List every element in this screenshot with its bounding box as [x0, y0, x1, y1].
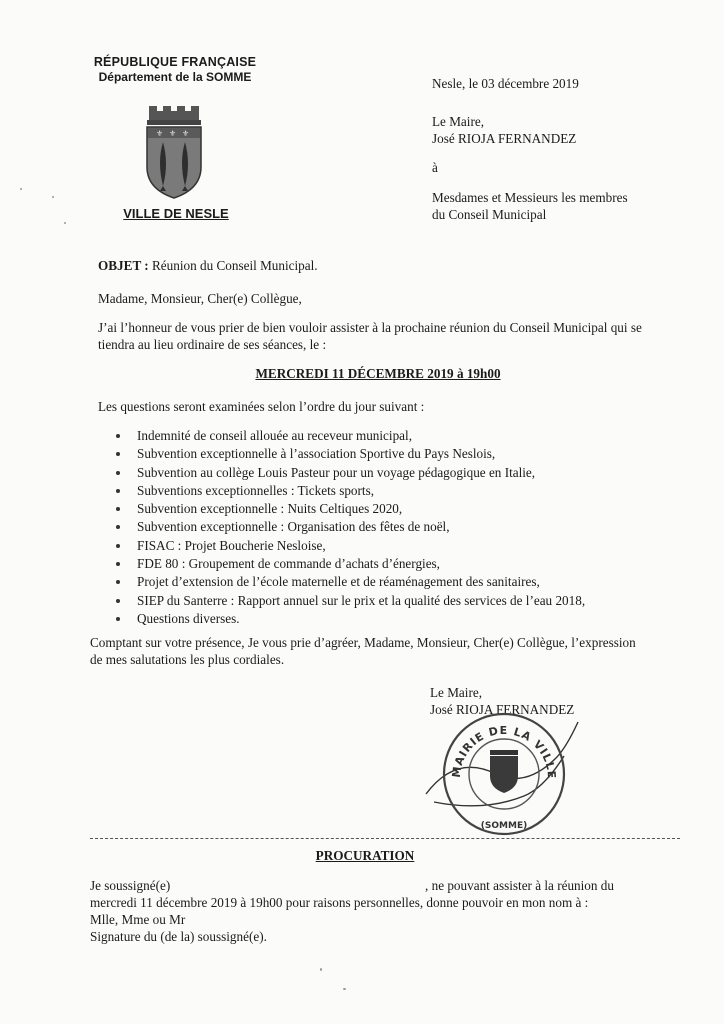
agenda-item: Subvention exceptionnelle : Nuits Celtiques 2020,	[115, 500, 585, 518]
bullet-icon	[116, 580, 120, 584]
procuration-line-2: mercredi 11 décembre 2019 à 19h00 pour raisons personnelles, donne pouvoir en mon nom à :	[90, 895, 589, 910]
bullet-icon	[116, 599, 120, 603]
agenda-item: Subvention au collège Louis Pasteur pour un voyage pédagogique en Italie,	[115, 464, 585, 482]
letterhead	[70, 55, 280, 84]
agenda-item: SIEP du Santerre : Rapport annuel sur le prix et la qualité des services de l’eau 2018,	[115, 592, 585, 610]
bullet-icon	[116, 434, 120, 438]
sender-title: Le Maire,	[432, 114, 484, 129]
agenda-item: Projet d’extension de l’école maternelle et de réaménagement des sanitaires,	[115, 573, 585, 591]
agenda-item: Subvention exceptionnelle à l’association Sportive du Pays Neslois,	[115, 445, 585, 463]
scan-speck	[343, 988, 346, 990]
closing-line-2: de mes salutations les plus cordiales.	[90, 652, 285, 667]
subject-line	[98, 257, 318, 274]
svg-text:⚜: ⚜	[156, 129, 164, 138]
procuration-line-1: Je soussigné(e) , ne pouvant assister à la réunion du	[90, 878, 614, 893]
republic-heading: RÉPUBLIQUE FRANÇAISE	[93, 55, 257, 69]
bullet-icon	[116, 525, 120, 529]
svg-text:⚜: ⚜	[169, 129, 177, 138]
agenda-item: FISAC : Projet Boucherie Nesloise,	[115, 537, 585, 555]
agenda-item: Subvention exceptionnelle : Organisation des fêtes de noël,	[115, 518, 585, 536]
bullet-icon	[116, 617, 120, 621]
recipients-line-1: Mesdames et Messieurs les membres	[432, 190, 628, 205]
invitation-line-2: tiendra au lieu ordinaire de ses séances, le :	[98, 337, 327, 352]
sender-name: José RIOJA FERNANDEZ	[432, 131, 577, 146]
bullet-icon	[116, 471, 120, 475]
signature-title: Le Maire,	[430, 685, 482, 700]
signature-name: José RIOJA FERNANDEZ	[430, 702, 575, 717]
bullet-icon	[116, 562, 120, 566]
svg-text:⚜: ⚜	[182, 129, 190, 138]
agenda-item: Subventions exceptionnelles : Tickets sports,	[115, 482, 585, 500]
department-heading: Département de la SOMME	[98, 70, 252, 84]
procuration-title: PROCURATION	[315, 848, 415, 863]
procuration-body	[90, 877, 650, 945]
town-name: VILLE DE NESLE	[123, 206, 229, 221]
scan-speck	[320, 968, 322, 971]
procuration-line-3: Mlle, Mme ou Mr	[90, 912, 186, 927]
procuration-line-4: Signature du (de la) soussigné(e).	[90, 929, 267, 944]
agenda-item: FDE 80 : Groupement de commande d’achats d’énergies,	[115, 555, 585, 573]
recipients-line-2: du Conseil Municipal	[432, 207, 547, 222]
closing-paragraph	[90, 634, 650, 668]
bullet-icon	[116, 507, 120, 511]
scan-speck	[64, 222, 66, 224]
invitation-line-1: J’ai l’honneur de vous prier de bien vouloir assister à la prochaine réunion du Conseil Municipal qui se	[98, 320, 642, 335]
official-stamp	[424, 702, 584, 842]
scan-speck	[52, 196, 54, 198]
date-line: Nesle, le 03 décembre 2019	[432, 76, 579, 91]
scan-speck	[20, 188, 22, 190]
bullet-icon	[116, 489, 120, 493]
subject-label: OBJET :	[98, 258, 149, 273]
agenda-list	[115, 427, 585, 628]
stamp-text: MAIRIE DE LA VILLE	[449, 723, 559, 780]
sender-block	[432, 113, 576, 147]
subject-text: Réunion du Conseil Municipal.	[152, 258, 318, 273]
to-word: à	[432, 160, 438, 175]
bullet-icon	[116, 452, 120, 456]
cut-line-divider	[90, 838, 680, 839]
meeting-date: MERCREDI 11 DÉCEMBRE 2019 à 19h00	[255, 366, 501, 381]
recipients-block	[432, 189, 628, 223]
bullet-icon	[116, 544, 120, 548]
agenda-item: Indemnité de conseil allouée au receveur municipal,	[115, 427, 585, 445]
agenda-intro: Les questions seront examinées selon l’ordre du jour suivant :	[98, 399, 425, 414]
agenda-item: Questions diverses.	[115, 610, 585, 628]
town-crest-icon	[141, 102, 207, 200]
salutation: Madame, Monsieur, Cher(e) Collègue,	[98, 291, 302, 306]
closing-line-1: Comptant sur votre présence, Je vous prie d’agréer, Madame, Monsieur, Cher(e) Collègue, l’expression	[90, 635, 636, 650]
stamp-bottom-text: (SOMME)	[480, 821, 528, 831]
invitation-paragraph	[98, 319, 658, 353]
